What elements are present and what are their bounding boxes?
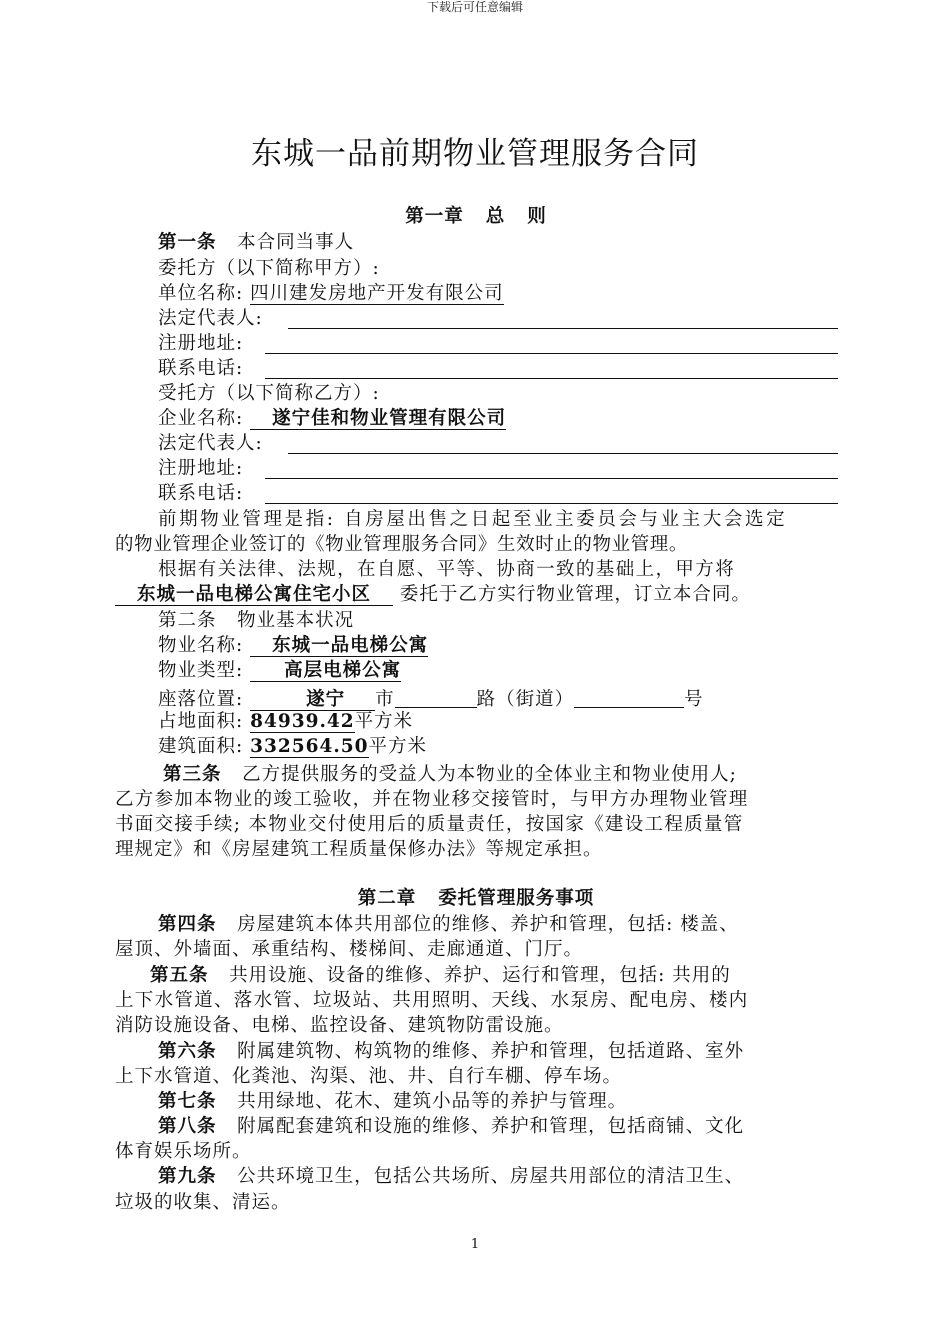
party-a-intro: 委托方（以下简称甲方）: (158, 258, 380, 279)
header-note: 下载后可任意编辑 (426, 0, 523, 14)
article-7-label: 第七条 (158, 1091, 217, 1112)
basis-line-2 (115, 582, 837, 607)
article-4-line-1 (158, 912, 880, 937)
party-b-company-label: 企业名称: (158, 408, 244, 429)
article-2-text: 物业基本状况 (237, 610, 355, 631)
article-5-line-2: 上下水管道、落水管、垃圾站、共用照明、天线、水泵房、配电房、楼内 (115, 990, 749, 1011)
property-location-hao: 号 (684, 689, 704, 710)
party-a-rep-blank (288, 306, 838, 329)
article-8-text-1: 附属配套建筑和设施的维修、养护和管理，包括商铺、文化 (237, 1116, 745, 1137)
article-9-label: 第九条 (158, 1166, 217, 1187)
land-area-value: 84939.42 (250, 711, 355, 732)
build-area-label: 建筑面积: (158, 736, 244, 757)
party-b-rep (158, 431, 838, 456)
definition-line-1: 前期物业管理是指: 自房屋出售之日起至业主委员会与业主大会选定 (158, 509, 788, 530)
chapter-2-name: 委托管理服务事项 (438, 888, 595, 909)
party-b-phone-blank (265, 481, 838, 504)
property-name (158, 633, 880, 658)
property-build-area (158, 734, 880, 759)
article-6-text-1: 附属建筑物、构筑物的维修、养护和管理，包括道路、室外 (237, 1041, 745, 1062)
article-6-label: 第六条 (158, 1041, 217, 1062)
property-location (158, 684, 880, 709)
party-b-addr (158, 456, 838, 481)
article-8-line-2: 体育娱乐场所。 (115, 1141, 252, 1162)
article-6-line-2: 上下水管道、化粪池、沟渠、池、井、自行车棚、停车场。 (115, 1066, 623, 1087)
party-a-phone-label: 联系电话: (158, 358, 244, 379)
article-7-text-1: 共用绿地、花木、建筑小品等的养护与管理。 (237, 1091, 628, 1112)
article-2-label: 第二条 (158, 610, 217, 631)
chapter-1-name: 总 (485, 206, 506, 227)
property-location-label: 座落位置: (158, 689, 244, 710)
land-area-unit: 平方米 (354, 711, 414, 732)
party-b-addr-blank (265, 456, 838, 479)
party-a-addr-label: 注册地址: (158, 333, 244, 354)
article-8-line-1 (158, 1114, 880, 1139)
article-7-line-1 (158, 1089, 880, 1114)
party-b-company-value: 遂宁佳和物业管理有限公司 (250, 409, 506, 430)
article-1-label: 第一条 (158, 232, 217, 253)
article-3-line-1 (163, 762, 885, 787)
party-a-company-value: 四川建发房地产开发有限公司 (250, 283, 504, 304)
property-type-label: 物业类型: (158, 660, 244, 681)
party-a-phone-blank (265, 356, 838, 379)
article-2 (158, 608, 880, 633)
article-5-label: 第五条 (150, 965, 209, 986)
article-4-line-2: 屋顶、外墙面、承重结构、楼梯间、走廊通道、门厅。 (115, 939, 584, 960)
article-1 (158, 230, 880, 255)
party-b-phone-label: 联系电话: (158, 483, 244, 504)
chapter-1-name2: 则 (527, 206, 547, 227)
party-a-company-label: 单位名称: (158, 283, 244, 304)
property-name-label: 物业名称: (158, 635, 244, 656)
party-b-rep-blank (288, 431, 838, 454)
article-5-line-1 (150, 963, 872, 988)
party-b-intro: 受托方（以下简称乙方）: (158, 383, 380, 404)
land-area-label: 占地面积: (158, 711, 244, 732)
article-6-line-1 (158, 1039, 880, 1064)
page-number: 1 (470, 1237, 480, 1252)
article-9-line-2: 垃圾的收集、清运。 (115, 1192, 291, 1213)
article-9-text-1: 公共环境卫生，包括公共场所、房屋共用部位的清洁卫生、 (237, 1166, 745, 1187)
property-land-area (158, 709, 880, 734)
article-4-label: 第四条 (158, 914, 217, 935)
article-3-line-3: 书面交接手续; 本物业交付使用后的质量责任，按国家《建设工程质量管 (115, 814, 744, 835)
article-3-text-1: 乙方提供服务的受益人为本物业的全体业主和物业使用人; (242, 764, 737, 785)
party-b-addr-label: 注册地址: (158, 458, 244, 479)
document-title: 东城一品前期物业管理服务合同 (251, 136, 699, 172)
party-a-company (158, 281, 880, 306)
article-3-line-4: 理规定》和《房屋建筑工程质量保修办法》等规定承担。 (115, 839, 603, 860)
chapter-1-heading (115, 204, 837, 229)
property-location-city: 遂宁 (250, 690, 375, 711)
chapter-2-heading (115, 886, 837, 911)
article-4-text-1: 房屋建筑本体共用部位的维修、养护和管理，包括: 楼盖、 (237, 914, 739, 935)
article-8-label: 第八条 (158, 1116, 217, 1137)
party-a-addr-blank (265, 331, 838, 354)
party-b-phone (158, 481, 838, 506)
article-3-label: 第三条 (163, 764, 222, 785)
party-a-rep (158, 306, 838, 331)
article-9-line-1 (158, 1164, 880, 1189)
party-b-rep-label: 法定代表人: (158, 433, 263, 454)
road-blank (395, 687, 477, 708)
basis-line-1: 根据有关法律、法规，在自愿、平等、协商一致的基础上，甲方将 (158, 559, 736, 580)
property-location-road: 路（街道） (476, 689, 575, 710)
article-5-text-1: 共用设施、设备的维修、养护、运行和管理，包括: 共用的 (229, 965, 731, 986)
basis-line-2-text: 委托于乙方实行物业管理，订立本合同。 (399, 584, 751, 605)
article-3-line-2: 乙方参加本物业的竣工验收，并在物业移交接管时，与甲方办理物业管理 (115, 789, 749, 810)
article-5-line-3: 消防设施设备、电梯、监控设备、建筑物防雷设施。 (115, 1015, 564, 1036)
property-type-value: 高层电梯公寓 (250, 661, 401, 682)
party-a-phone (158, 356, 838, 381)
property-name-value: 东城一品电梯公寓 (250, 636, 428, 657)
party-a-rep-label: 法定代表人: (158, 308, 263, 329)
basis-project-name: 东城一品电梯公寓住宅小区 (115, 585, 393, 606)
article-1-text: 本合同当事人 (237, 232, 355, 253)
number-blank (574, 687, 684, 708)
chapter-2-label: 第二章 (357, 888, 417, 909)
party-b-company (158, 406, 880, 431)
chapter-1-label: 第一章 (405, 206, 464, 227)
definition-line-2: 的物业管理企业签订的《物业管理服务合同》生效时止的物业管理。 (115, 534, 689, 555)
property-location-shi: 市 (375, 689, 395, 710)
build-area-value: 332564.50 (250, 736, 369, 757)
property-type (158, 658, 880, 683)
build-area-unit: 平方米 (368, 736, 428, 757)
party-a-addr (158, 331, 838, 356)
